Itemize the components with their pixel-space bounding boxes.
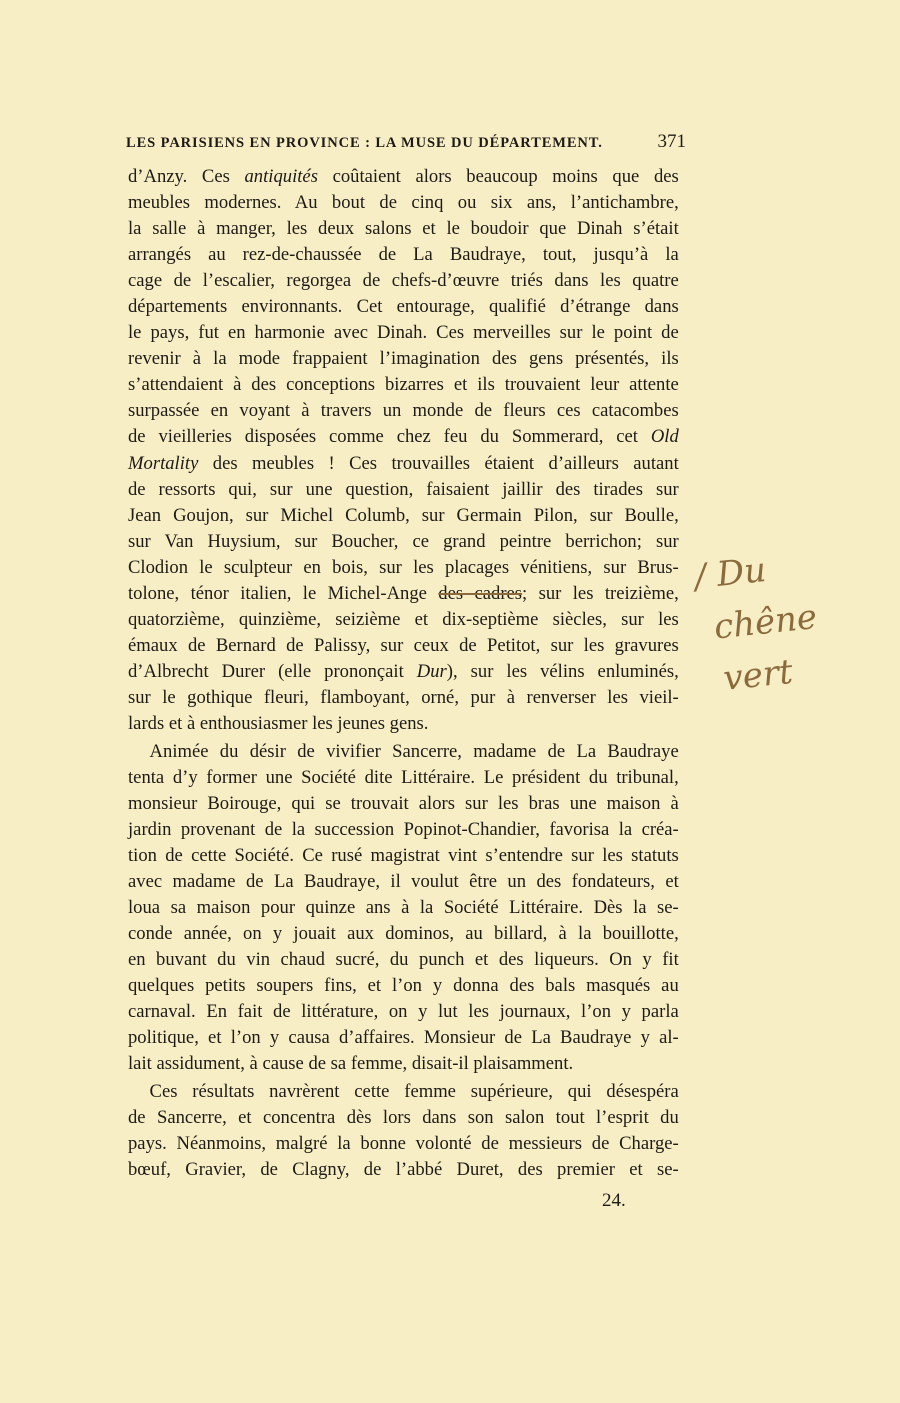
text-run: le pays, fut en harmonie avec Dinah. Ces merveilles sur le point de xyxy=(128,322,679,344)
text-line xyxy=(128,1051,679,1077)
text-run: de vieilleries disposées comme chez feu du Sommerard, cet xyxy=(128,426,651,448)
text-line xyxy=(128,190,679,216)
text-run: carnaval. En fait de littérature, on y lut les journaux, l’on y parla xyxy=(128,1001,679,1022)
text-run: de Sancerre, et concentra dès lors dans son salon tout l’esprit du xyxy=(128,1106,679,1128)
text-run: d’Anzy. Ces xyxy=(128,166,245,187)
text-line xyxy=(128,529,679,555)
text-run: meubles modernes. Au bout de cinq ou six ans, l’antichambre, xyxy=(128,192,679,214)
text-line xyxy=(128,164,679,190)
text-line xyxy=(128,947,679,973)
text-run: quelques petits soupers fins, et l’on y donna des bals masqués au xyxy=(128,974,679,996)
text-run: sur Van Huysium, sur Boucher, ce grand peintre berrichon; sur xyxy=(128,530,679,552)
text-line xyxy=(128,1105,679,1131)
text-run: s’attendaient à des conceptions bizarres et ils trouvaient leur attente xyxy=(128,374,679,396)
text-line xyxy=(128,1079,679,1105)
annotation-line: chêne xyxy=(712,596,819,648)
text-line xyxy=(128,268,679,294)
text-run: sur le gothique fleuri, flamboyant, orné, pur à renverser les vieil- xyxy=(128,686,679,708)
text-run: bœuf, Gravier, de Clagny, de l’abbé Duret, des premier et se- xyxy=(128,1158,679,1180)
text-run: émaux de Bernard de Palissy, sur ceux de Petitot, sur les gravures xyxy=(128,634,679,656)
italic-text: Dur xyxy=(416,660,447,682)
text-line xyxy=(128,503,679,529)
text-run: arrangés au rez-de-chaussée de La Baudraye, tout, jusqu’à la xyxy=(128,244,679,266)
text-run: tion de cette Société. Ce rusé magistrat vint s’entendre sur les statuts xyxy=(128,844,679,866)
text-run: en buvant du vin chaud sucré, du punch et des liqueurs. On y fit xyxy=(128,948,679,970)
text-line xyxy=(128,216,679,242)
body-text xyxy=(128,164,679,1184)
text-line xyxy=(128,711,679,737)
text-run: d’Albrecht Durer (elle prononçait xyxy=(128,660,417,682)
text-line xyxy=(128,921,679,947)
text-line xyxy=(128,659,679,685)
italic-text: Mortality xyxy=(128,452,199,474)
text-run: tolone, ténor italien, le Michel-Ange xyxy=(128,582,439,604)
text-line xyxy=(128,739,679,765)
text-run: politique, et l’on y causa d’affaires. Monsieur de La Baudraye y al- xyxy=(128,1027,679,1049)
text-run: Animée du désir de vivifier Sancerre, madame de La Baudraye xyxy=(149,740,679,762)
text-line xyxy=(128,294,679,320)
text-line xyxy=(128,398,679,424)
text-line xyxy=(128,451,679,477)
text-line xyxy=(128,320,679,346)
italic-text: Old xyxy=(650,426,679,448)
text-run: lait assidument, à cause de sa femme, disait-il plaisamment. xyxy=(128,1053,574,1075)
text-run: Ces résultats navrèrent cette femme supérieure, qui désespéra xyxy=(149,1080,679,1102)
paragraph xyxy=(128,739,679,1078)
text-line xyxy=(128,817,679,843)
struck-text: des cadres xyxy=(438,582,523,604)
paragraph xyxy=(128,1079,679,1183)
annotation-line: / Du xyxy=(692,550,769,598)
text-run: départements environnants. Cet entourage, qualifié d’étrange dans xyxy=(128,296,679,318)
text-line xyxy=(128,242,679,268)
text-run: Clodion le sculpteur en bois, sur les placages vénitiens, sur Brus- xyxy=(128,556,679,578)
text-run: loua sa maison pour quinze ans à la Société Littéraire. Dès la se- xyxy=(128,896,679,918)
text-line xyxy=(128,372,679,398)
text-line xyxy=(128,607,679,633)
text-line xyxy=(128,685,679,711)
handwritten-annotation xyxy=(692,539,825,706)
text-line xyxy=(128,973,679,999)
text-run: revenir à la mode frappaient l’imagination des gens présentés, ils xyxy=(128,348,679,370)
text-line xyxy=(128,869,679,895)
annotation-line: vert xyxy=(721,651,795,699)
signature-mark: 24. xyxy=(602,1190,626,1211)
text-run: ), sur les vélins enluminés, xyxy=(446,660,679,682)
text-line xyxy=(128,633,679,659)
text-run: de ressorts qui, sur une question, faisaient jaillir des tirades sur xyxy=(128,478,679,500)
text-line xyxy=(128,424,679,450)
text-line xyxy=(128,1025,679,1051)
text-run: avec madame de La Baudraye, il voulut être un des fondateurs, et xyxy=(128,870,679,892)
text-line xyxy=(128,346,679,372)
text-run: lards et à enthousiasmer les jeunes gens. xyxy=(128,712,429,734)
text-run: la salle à manger, les deux salons et le boudoir que Dinah s’était xyxy=(128,218,679,240)
italic-text: antiquités xyxy=(244,166,318,187)
text-line xyxy=(128,999,679,1025)
text-line xyxy=(128,581,679,607)
text-line xyxy=(128,477,679,503)
running-header xyxy=(126,131,686,155)
text-line xyxy=(128,765,679,791)
text-run: tenta d’y former une Société dite Littéraire. Le président du tribunal, xyxy=(128,766,679,788)
text-run: Jean Goujon, sur Michel Columb, sur Germain Pilon, sur Boulle, xyxy=(128,504,679,526)
text-run: quatorzième, quinzième, seizième et dix-septième siècles, sur les xyxy=(128,608,679,630)
text-run: pays. Néanmoins, malgré la bonne volonté de messieurs de Charge- xyxy=(128,1132,679,1154)
text-run: monsieur Boirouge, qui se trouvait alors sur les bras une maison à xyxy=(128,792,679,814)
text-line xyxy=(128,791,679,817)
text-run: cage de l’escalier, regorgea de chefs-d’œuvre triés dans les quatre xyxy=(128,270,679,292)
text-run: ; sur les treizième, xyxy=(522,582,679,604)
text-line xyxy=(128,843,679,869)
text-line xyxy=(128,895,679,921)
text-line xyxy=(128,555,679,581)
text-line xyxy=(128,1131,679,1157)
running-title: LES PARISIENS EN PROVINCE : LA MUSE DU DÉPARTEMENT. xyxy=(126,135,603,151)
text-run: coûtaient alors beaucoup moins que des xyxy=(317,166,679,187)
page-number: 371 xyxy=(657,131,686,152)
text-run: conde année, on y jouait aux dominos, au billard, à la bouillotte, xyxy=(128,922,679,944)
text-line xyxy=(128,1157,679,1183)
text-run: surpassée en voyant à travers un monde de fleurs ces catacombes xyxy=(128,400,679,422)
text-run: des meubles ! Ces trouvailles étaient d’ailleurs autant xyxy=(198,452,679,474)
paragraph xyxy=(128,164,679,737)
text-run: jardin provenant de la succession Popinot-Chandier, favorisa la créa- xyxy=(128,818,679,840)
